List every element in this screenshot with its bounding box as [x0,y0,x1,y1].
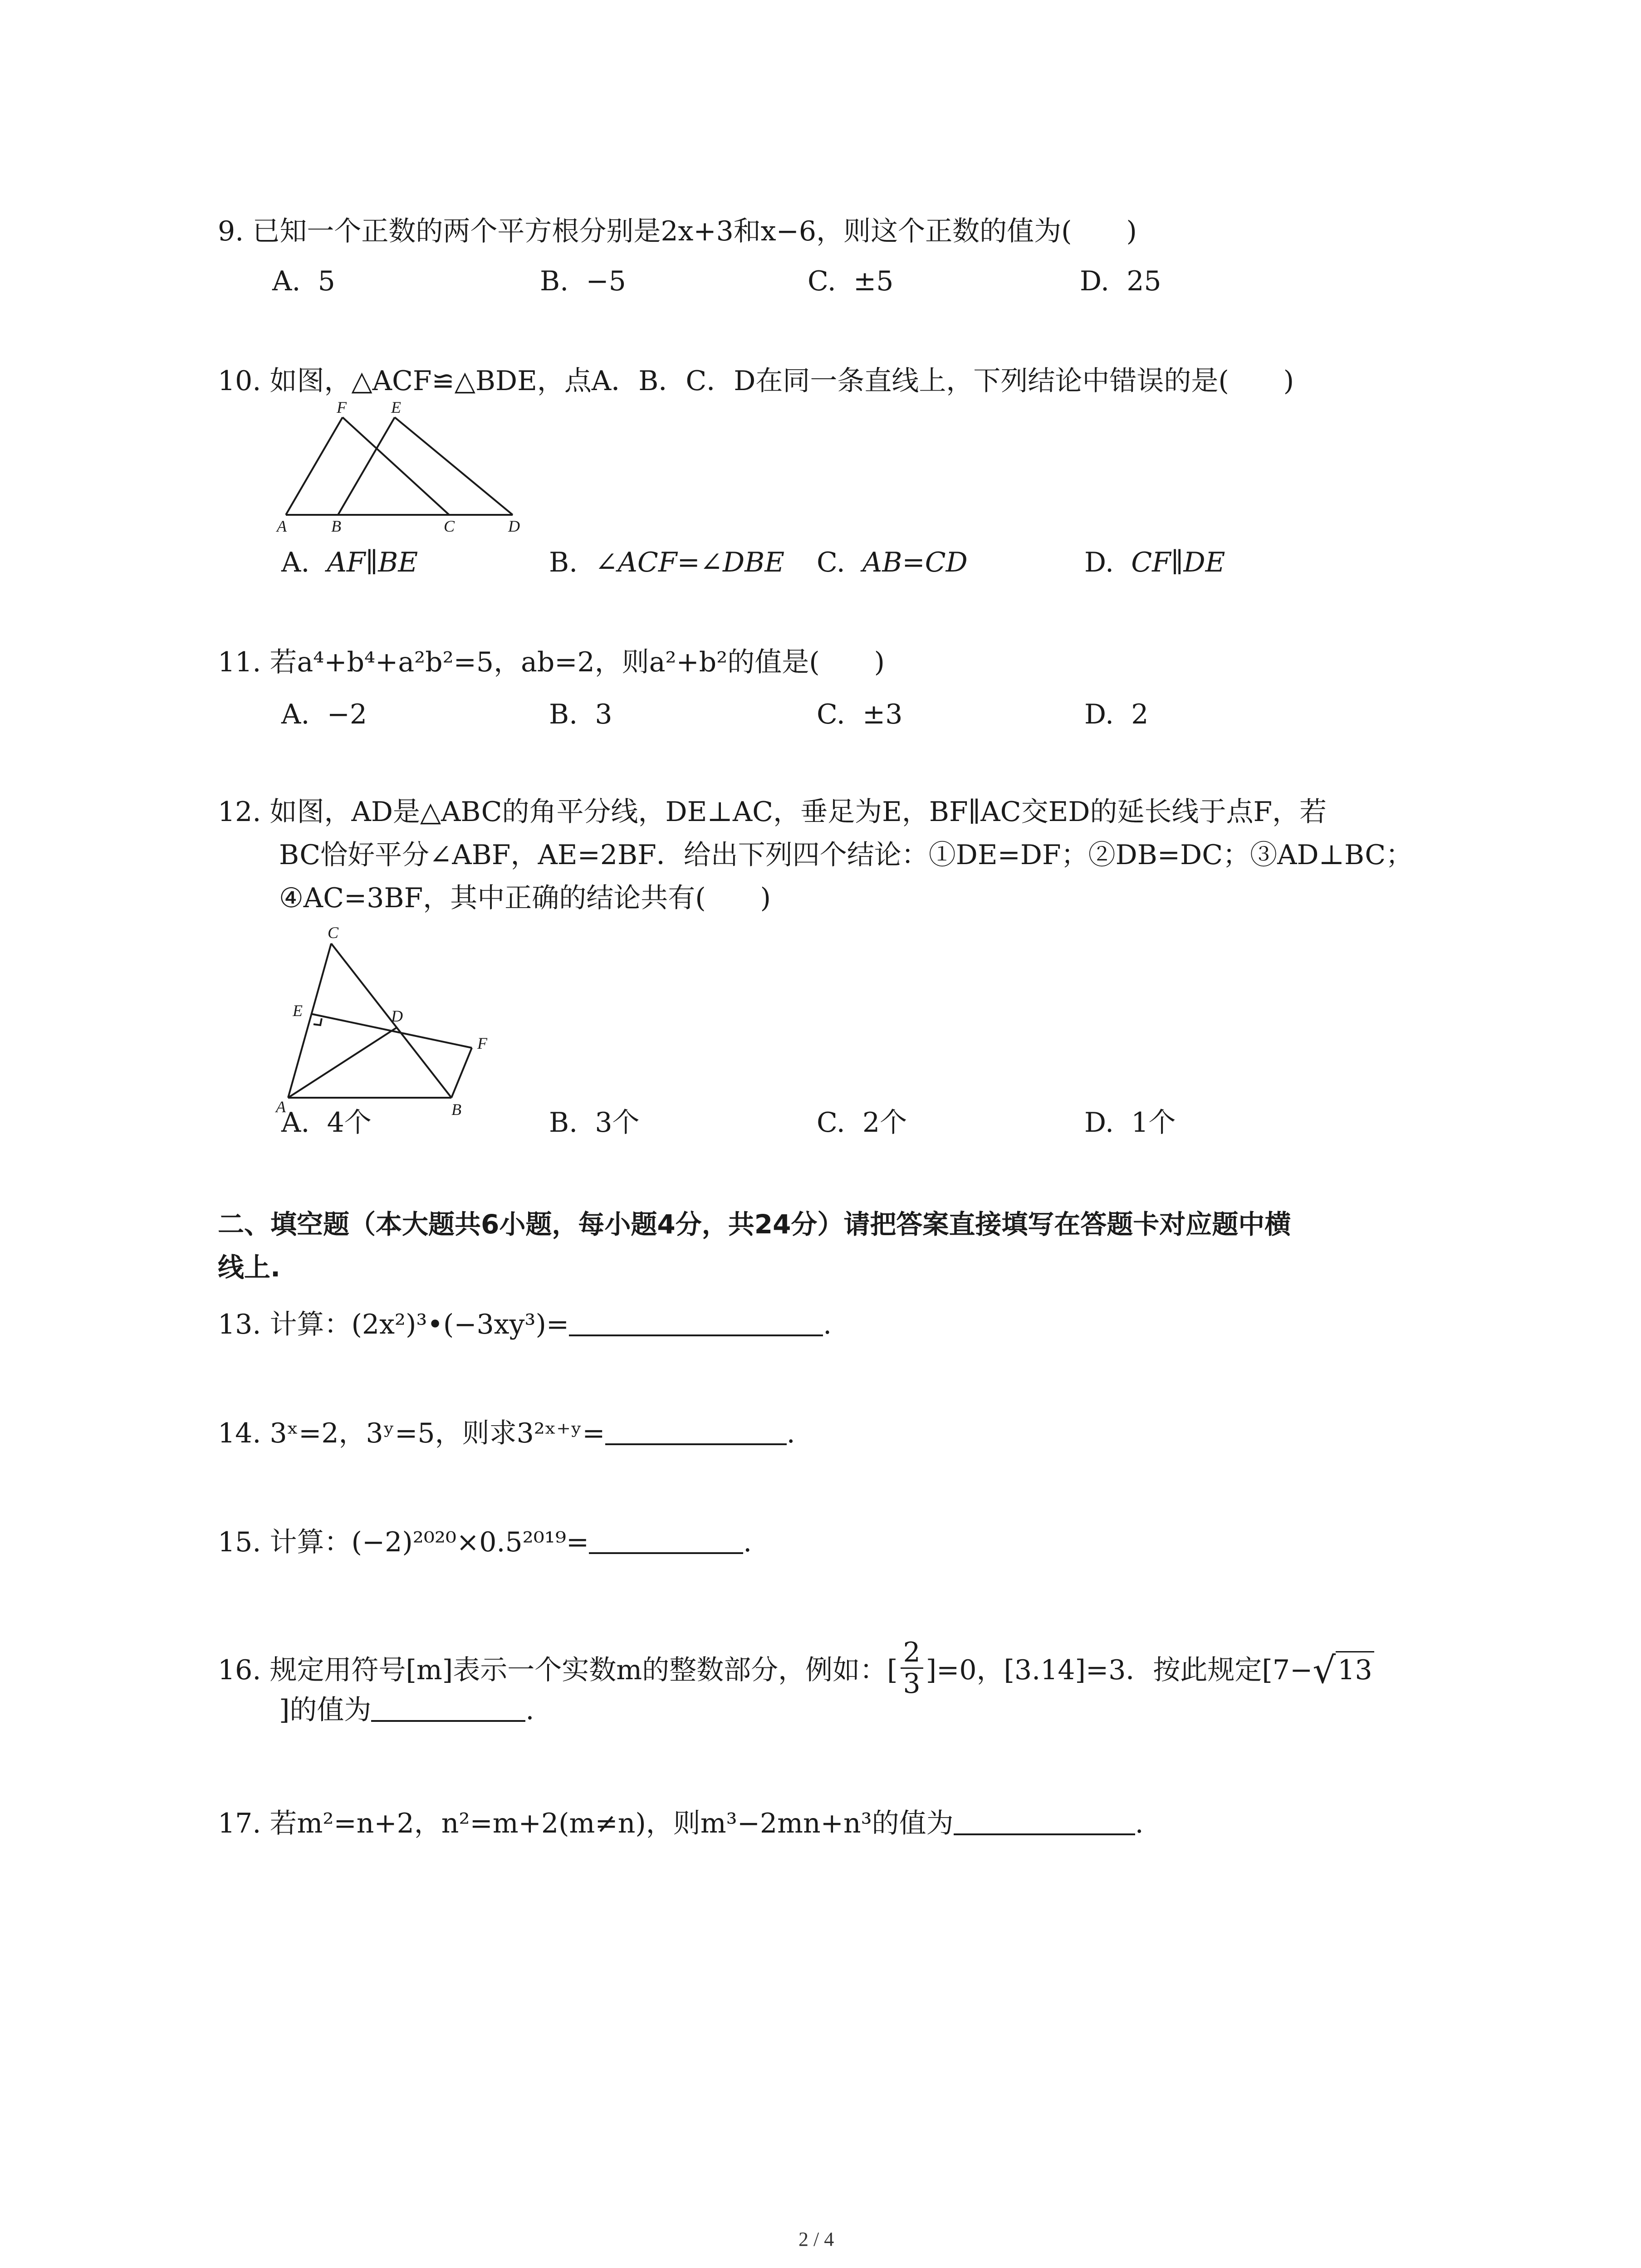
question-stem-line-1: 如图，AD是△ABC的角平分线，DE⊥AC，垂足为E，BF∥AC交ED的延长线于点F，若 [269,796,1327,828]
segment-be [338,417,395,515]
question-stem-line-3: ④AC=3BF，其中正确的结论共有( ) [279,882,771,914]
option-c: C. ±5 [808,265,894,297]
question-stem: 如图，△ACF≌△BDE，点A．B．C．D在同一条直线上，下列结论中错误的是( ) [269,365,1294,397]
segment-fb [451,1048,472,1098]
label-c: C [328,924,339,942]
right-angle-mark [314,1018,322,1025]
question-15: 15. 计算：(−2)²⁰²⁰×0.5²⁰¹⁹= . [218,1526,752,1558]
segment-af [286,417,343,515]
option-c: C. 2个 [817,1107,907,1139]
option-d: D. 1个 [1084,1107,1176,1139]
segment-ed [395,417,513,515]
question-number: 9. [218,215,244,247]
answer-blank[interactable] [589,1530,743,1554]
option-b: B. −5 [540,265,626,297]
option-c: C. ±3 [817,699,903,730]
question-number: 12. [218,796,261,828]
option-c: C. AB=CD [817,547,968,578]
label-a: A [277,517,287,535]
option-a: A. −2 [281,699,367,730]
triangle-figure-q12 [272,925,499,1125]
question-16-line-2: ]的值为 . [279,1694,534,1726]
option-b: B. ∠ACF=∠DBE [549,547,785,578]
label-c: C [444,517,455,535]
label-d: D [391,1007,403,1025]
answer-blank[interactable] [954,1811,1135,1835]
sqrt-icon: √ [1313,1649,1336,1691]
question-17: 17. 若m²=n+2，n²=m+2(m≠n)，则m³−2mn+n³的值为 . [218,1808,1144,1839]
option-d: D. CF∥DE [1084,547,1225,578]
segment-fc [343,417,449,515]
question-13: 13. 计算：(2x²)³•(−3xy³)= . [218,1309,832,1340]
question-12 [218,798,1327,826]
question-10 [218,367,1294,395]
option-a: A. AF∥BE [281,547,418,578]
fraction: $\frac{2}{3}$ [901,1637,923,1699]
answer-blank[interactable] [371,1697,525,1722]
label-f: F [477,1034,487,1052]
label-e: E [293,1002,303,1020]
section-heading-line-2: 线上. [218,1252,281,1283]
page-number: 2 / 4 [798,2228,834,2250]
question-16: 16. 规定用符号[m]表示一个实数m的整数部分，例如：[ $\frac{2}{3}$ ]=0，[3.14]=3．按此规定[7−√13 [218,1637,1374,1699]
question-stem: 若a⁴+b⁴+a²b²=5，ab=2，则a²+b²的值是( ) [269,646,885,678]
question-14: 14. 3ˣ=2，3ʸ=5，则求3²ˣ⁺ʸ= . [218,1418,795,1449]
label-a: A [276,1098,286,1116]
option-b: B. 3个 [549,1107,640,1139]
question-stem-line-2: BC恰好平分∠ABF，AE=2BF．给出下列四个结论：①DE=DF；②DB=DC；③AD⊥BC； [279,839,1413,871]
option-a: A. 4个 [281,1107,372,1139]
question-9 [218,215,1137,247]
question-number: 11. [218,646,261,678]
label-e: E [391,398,401,416]
answer-blank[interactable] [605,1421,787,1445]
label-b: B [451,1100,461,1119]
label-b: B [331,517,341,535]
question-stem: 已知一个正数的两个平方根分别是2x+3和x−6，则这个正数的值为( ) [252,215,1137,247]
option-d: D. 25 [1080,265,1161,297]
label-d: D [508,517,520,535]
option-a: A. 5 [272,265,335,297]
label-f: F [337,398,347,416]
option-b: B. 3 [549,699,612,730]
question-11 [218,646,885,678]
option-d: D. 2 [1084,699,1149,730]
answer-blank[interactable] [569,1312,823,1336]
section-heading: 二、填空题（本大题共6小题，每小题4分，共24分）请把答案直接填写在答题卡对应题中横 [218,1209,1291,1240]
triangle-figure-q10 [272,399,526,540]
question-number: 10. [218,365,261,397]
